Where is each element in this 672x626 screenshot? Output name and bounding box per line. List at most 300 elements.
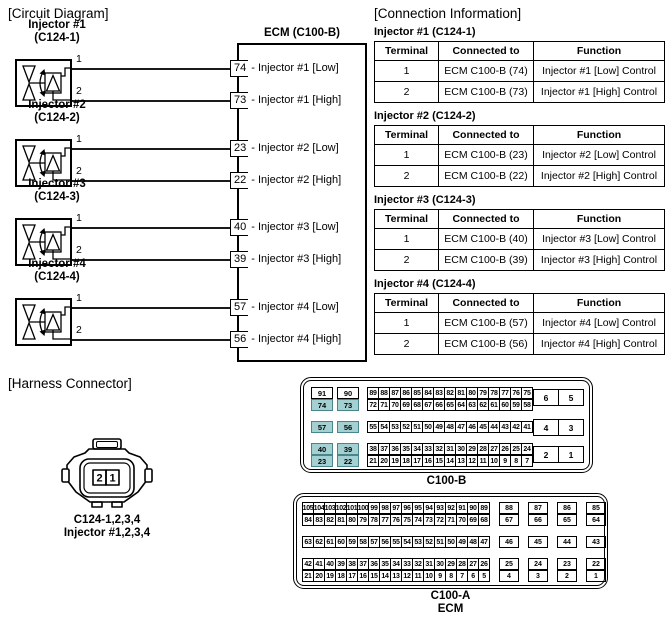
pin-cell-67: 67 — [422, 399, 434, 411]
pin-cell-44: 44 — [557, 536, 577, 548]
ecm-pin-number: 73 — [230, 92, 248, 109]
pin-cell-58: 58 — [521, 399, 533, 411]
c100b-right-pair — [533, 446, 584, 463]
pin-cell-9: 9 — [499, 455, 511, 467]
pin-cell-70: 70 — [456, 514, 468, 526]
column-header: Connected to — [439, 294, 534, 313]
pin-cell-82: 82 — [444, 387, 456, 399]
pin-cell-40: 40 — [311, 443, 333, 455]
pin-cell-78: 78 — [368, 514, 380, 526]
pin-cell-25: 25 — [499, 558, 519, 570]
pin-cell-62: 62 — [477, 399, 489, 411]
table-cell: ECM C100-B (73) — [439, 82, 534, 103]
pin-cell-102: 102 — [335, 502, 347, 514]
pin-cell-54: 54 — [401, 536, 413, 548]
pin-cell-19: 19 — [389, 455, 401, 467]
pin-cell-84: 84 — [302, 514, 314, 526]
pin-cell-51: 51 — [434, 536, 446, 548]
pin-cell-24: 24 — [521, 443, 533, 455]
table-header-row — [375, 126, 665, 145]
pin-cell-50: 50 — [422, 421, 434, 433]
table-cell: ECM C100-B (23) — [439, 145, 534, 166]
pin-cell-28: 28 — [456, 558, 468, 570]
harness-pin-1: 1 — [109, 472, 116, 485]
table-cell: Injector #1 [Low] Control — [534, 61, 665, 82]
column-header: Terminal — [375, 126, 439, 145]
harness-caption-code: C124-1,2,3,4 — [73, 514, 141, 526]
table-cell: Injector #3 [Low] Control — [534, 229, 665, 250]
pin-cell-78: 78 — [488, 387, 500, 399]
table-header-row — [375, 210, 665, 229]
pin-cell-71: 71 — [445, 514, 457, 526]
pin-cell-2: 2 — [557, 570, 577, 582]
pin-cell-44: 44 — [488, 421, 500, 433]
ecm-pin-number: 40 — [230, 219, 248, 236]
pin-cell-80: 80 — [466, 387, 478, 399]
injector-name-line: Injector #3 — [28, 178, 86, 190]
injector-name — [15, 258, 99, 284]
pin-cell-76: 76 — [510, 387, 522, 399]
table-row — [375, 250, 665, 271]
ecm-pin-number: 39 — [230, 251, 248, 268]
pin-cell-7: 7 — [521, 455, 533, 467]
pin-cell-34: 34 — [411, 443, 423, 455]
pin-cell-101: 101 — [346, 502, 358, 514]
pin-cell-8: 8 — [510, 455, 522, 467]
pin-cell-81: 81 — [455, 387, 467, 399]
connection-table-title: Injector #2 (C124-2) — [374, 110, 476, 122]
ecm-pin-73 — [230, 91, 341, 109]
pin-cell-5: 5 — [558, 389, 584, 406]
pin-cell-91: 91 — [456, 502, 468, 514]
pin-cell-86: 86 — [400, 387, 412, 399]
pin-cell-48: 48 — [444, 421, 456, 433]
table-row — [375, 313, 665, 334]
pin-cell-42: 42 — [302, 558, 314, 570]
pin-cell-69: 69 — [467, 514, 479, 526]
ecm-pin-number: 23 — [230, 140, 248, 157]
ecm-pin-label: - Injector #4 [High] — [251, 333, 342, 345]
connection-information-header: [Connection Information] — [374, 6, 522, 21]
pin-cell-3: 3 — [528, 570, 548, 582]
ecm-pin-label: - Injector #3 [Low] — [251, 221, 339, 233]
pin-cell-96: 96 — [401, 502, 413, 514]
pin-cell-99: 99 — [368, 502, 380, 514]
pin-cell-79: 79 — [477, 387, 489, 399]
ecm-pin-label: - Injector #3 [High] — [251, 253, 342, 265]
pin-cell-56: 56 — [337, 421, 359, 433]
pin-cell-56: 56 — [379, 536, 391, 548]
pin-cell-65: 65 — [557, 514, 577, 526]
pin-cell-7: 7 — [456, 570, 468, 582]
pin-cell-40: 40 — [324, 558, 336, 570]
pin-cell-61: 61 — [324, 536, 336, 548]
ecm-pin-57 — [230, 298, 339, 316]
table-cell: 1 — [375, 313, 439, 334]
pin-cell-36: 36 — [368, 558, 380, 570]
pin-cell-31: 31 — [444, 443, 456, 455]
pin-cell-9: 9 — [434, 570, 446, 582]
pin-cell-76: 76 — [390, 514, 402, 526]
c100b-right-pair — [533, 419, 584, 436]
connection-table-block — [374, 278, 665, 355]
table-cell: Injector #3 [High] Control — [534, 250, 665, 271]
terminal-2-label: 2 — [76, 324, 82, 336]
table-cell: 2 — [375, 166, 439, 187]
ecm-pin-number: 22 — [230, 172, 248, 189]
column-header: Terminal — [375, 294, 439, 313]
c100b-row — [311, 387, 533, 399]
pin-cell-15: 15 — [368, 570, 380, 582]
pin-cell-62: 62 — [313, 536, 325, 548]
pin-cell-61: 61 — [488, 399, 500, 411]
pin-cell-21: 21 — [302, 570, 314, 582]
table-cell: ECM C100-B (39) — [439, 250, 534, 271]
pin-cell-45: 45 — [528, 536, 548, 548]
pin-cell-94: 94 — [423, 502, 435, 514]
column-header: Function — [534, 42, 665, 61]
pin-cell-23: 23 — [557, 558, 577, 570]
table-cell: Injector #2 [High] Control — [534, 166, 665, 187]
connection-tables — [374, 26, 665, 362]
pin-cell-86: 86 — [557, 502, 577, 514]
pin-cell-17: 17 — [411, 455, 423, 467]
table-cell: 1 — [375, 145, 439, 166]
pin-cell-52: 52 — [400, 421, 412, 433]
table-header-row — [375, 42, 665, 61]
connection-table-title: Injector #3 (C124-3) — [374, 194, 476, 206]
pin-cell-88: 88 — [378, 387, 390, 399]
terminal-1-label: 1 — [76, 53, 82, 65]
pin-cell-14: 14 — [379, 570, 391, 582]
c100b-row — [311, 399, 533, 411]
column-header: Terminal — [375, 42, 439, 61]
circuit-diagram — [0, 0, 372, 372]
pin-cell-21: 21 — [367, 455, 379, 467]
pin-cell-47: 47 — [455, 421, 467, 433]
pin-cell-50: 50 — [445, 536, 457, 548]
pin-cell-74: 74 — [311, 399, 333, 411]
c100a-row — [302, 502, 606, 514]
ecm-pin-label: - Injector #1 [High] — [251, 94, 342, 106]
pin-cell-33: 33 — [401, 558, 413, 570]
terminal-2-label: 2 — [76, 244, 82, 256]
c100a-row — [302, 536, 606, 548]
ecm-pin-number: 74 — [230, 60, 248, 77]
pin-cell-48: 48 — [467, 536, 479, 548]
pin-cell-37: 37 — [378, 443, 390, 455]
connection-table-title: Injector #4 (C124-4) — [374, 278, 476, 290]
connector-c100a-sublabel: ECM — [437, 603, 464, 615]
pin-cell-46: 46 — [466, 421, 478, 433]
pin-cell-84: 84 — [422, 387, 434, 399]
pin-cell-98: 98 — [379, 502, 391, 514]
column-header: Connected to — [439, 210, 534, 229]
pin-cell-37: 37 — [357, 558, 369, 570]
terminal-1-label: 1 — [76, 133, 82, 145]
pin-cell-43: 43 — [499, 421, 511, 433]
table-row — [375, 166, 665, 187]
pin-cell-23: 23 — [311, 455, 333, 467]
pin-cell-57: 57 — [311, 421, 333, 433]
pin-cell-4: 4 — [499, 570, 519, 582]
pin-cell-22: 22 — [337, 455, 359, 467]
ecm-title: ECM (C100-B) — [263, 27, 341, 39]
c100a-row — [302, 570, 606, 582]
pin-cell-87: 87 — [528, 502, 548, 514]
pin-cell-25: 25 — [510, 443, 522, 455]
column-header: Terminal — [375, 210, 439, 229]
pin-cell-15: 15 — [433, 455, 445, 467]
ecm-pin-23 — [230, 139, 339, 157]
pin-cell-41: 41 — [313, 558, 325, 570]
connection-table — [374, 209, 665, 271]
pin-cell-49: 49 — [456, 536, 468, 548]
pin-cell-13: 13 — [390, 570, 402, 582]
pin-cell-1: 1 — [558, 446, 584, 463]
table-cell: Injector #4 [Low] Control — [534, 313, 665, 334]
table-cell: ECM C100-B (40) — [439, 229, 534, 250]
pin-cell-100: 100 — [357, 502, 369, 514]
table-cell: 1 — [375, 61, 439, 82]
pin-cell-1: 1 — [586, 570, 606, 582]
pin-cell-64: 64 — [586, 514, 606, 526]
pin-cell-85: 85 — [411, 387, 423, 399]
pin-cell-67: 67 — [499, 514, 519, 526]
connector-c100b-label: C100-B — [426, 475, 467, 487]
pin-cell-29: 29 — [466, 443, 478, 455]
ecm-pin-40 — [230, 218, 339, 236]
ecm-pin-number: 57 — [230, 299, 248, 316]
pin-cell-20: 20 — [313, 570, 325, 582]
pin-cell-83: 83 — [433, 387, 445, 399]
table-cell: ECM C100-B (22) — [439, 166, 534, 187]
connection-table — [374, 41, 665, 103]
pin-cell-85: 85 — [586, 502, 606, 514]
pin-cell-22: 22 — [586, 558, 606, 570]
pin-cell-55: 55 — [367, 421, 379, 433]
pin-cell-92: 92 — [445, 502, 457, 514]
column-header: Function — [534, 126, 665, 145]
pin-cell-27: 27 — [467, 558, 479, 570]
connection-table — [374, 293, 665, 355]
c100a-row — [302, 558, 606, 570]
pin-cell-51: 51 — [411, 421, 423, 433]
ecm-pin-label: - Injector #2 [Low] — [251, 142, 339, 154]
column-header: Function — [534, 294, 665, 313]
pin-cell-30: 30 — [434, 558, 446, 570]
connector-c100a-label: C100-A — [430, 590, 471, 602]
pin-cell-73: 73 — [337, 399, 359, 411]
pin-cell-52: 52 — [423, 536, 435, 548]
pin-cell-10: 10 — [488, 455, 500, 467]
ecm-pin-22 — [230, 171, 341, 189]
ecm-pin-56 — [230, 330, 341, 348]
pin-cell-87: 87 — [389, 387, 401, 399]
table-header-row — [375, 294, 665, 313]
pin-cell-75: 75 — [401, 514, 413, 526]
pin-cell-39: 39 — [335, 558, 347, 570]
pin-cell-12: 12 — [466, 455, 478, 467]
pin-cell-38: 38 — [346, 558, 358, 570]
ecm-pin-label: - Injector #1 [Low] — [251, 62, 339, 74]
pin-cell-27: 27 — [488, 443, 500, 455]
pin-cell-5: 5 — [478, 570, 490, 582]
pin-cell-29: 29 — [445, 558, 457, 570]
injector-code-line: (C124-4) — [34, 271, 80, 283]
c100b-row — [311, 421, 533, 433]
pin-cell-31: 31 — [423, 558, 435, 570]
injector-name — [15, 178, 99, 204]
ecm-pin-label: - Injector #2 [High] — [251, 174, 342, 186]
pin-cell-38: 38 — [367, 443, 379, 455]
pin-cell-53: 53 — [389, 421, 401, 433]
pin-cell-13: 13 — [455, 455, 467, 467]
pin-cell-11: 11 — [412, 570, 424, 582]
pin-cell-88: 88 — [499, 502, 519, 514]
connector-c100b — [300, 377, 593, 473]
connection-table — [374, 125, 665, 187]
pin-cell-12: 12 — [401, 570, 413, 582]
pin-cell-34: 34 — [390, 558, 402, 570]
connection-table-block — [374, 194, 665, 271]
pin-cell-68: 68 — [478, 514, 490, 526]
terminal-1-label: 1 — [76, 212, 82, 224]
pin-cell-70: 70 — [389, 399, 401, 411]
injector-code-line: (C124-2) — [34, 112, 80, 124]
table-cell: 2 — [375, 82, 439, 103]
injector-name-line: Injector #4 — [28, 258, 86, 270]
harness-pin-2: 2 — [96, 472, 103, 485]
pin-cell-30: 30 — [455, 443, 467, 455]
pin-cell-60: 60 — [335, 536, 347, 548]
table-cell: ECM C100-B (56) — [439, 334, 534, 355]
column-header: Connected to — [439, 42, 534, 61]
harness-connector-drawing — [60, 436, 154, 514]
table-cell: Injector #4 [High] Control — [534, 334, 665, 355]
circuit-diagram-header: [Circuit Diagram] — [8, 6, 109, 21]
harness-connector-header: [Harness Connector] — [8, 376, 132, 391]
pin-cell-24: 24 — [528, 558, 548, 570]
column-header: Function — [534, 210, 665, 229]
pin-cell-79: 79 — [357, 514, 369, 526]
connection-table-block — [374, 26, 665, 103]
pin-cell-17: 17 — [346, 570, 358, 582]
pin-cell-81: 81 — [335, 514, 347, 526]
table-cell: Injector #2 [Low] Control — [534, 145, 665, 166]
c100b-row — [311, 455, 533, 467]
pin-cell-93: 93 — [434, 502, 446, 514]
pin-cell-8: 8 — [445, 570, 457, 582]
pin-cell-66: 66 — [528, 514, 548, 526]
pin-cell-90: 90 — [467, 502, 479, 514]
pin-cell-53: 53 — [412, 536, 424, 548]
pin-cell-69: 69 — [400, 399, 412, 411]
pin-cell-95: 95 — [412, 502, 424, 514]
pin-cell-16: 16 — [422, 455, 434, 467]
pin-cell-18: 18 — [335, 570, 347, 582]
harness-connector-figure — [60, 436, 154, 514]
pin-cell-75: 75 — [521, 387, 533, 399]
c100b-row — [311, 443, 533, 455]
c100a-row — [302, 514, 606, 526]
ecm-pin-number: 56 — [230, 331, 248, 348]
pin-cell-58: 58 — [357, 536, 369, 548]
pin-cell-43: 43 — [586, 536, 606, 548]
injector-name-line: Injector #2 — [28, 99, 86, 111]
pin-cell-63: 63 — [302, 536, 314, 548]
pin-cell-72: 72 — [434, 514, 446, 526]
table-cell: 1 — [375, 229, 439, 250]
terminal-2-label: 2 — [76, 165, 82, 177]
terminal-2-label: 2 — [76, 85, 82, 97]
pin-cell-77: 77 — [379, 514, 391, 526]
pin-cell-55: 55 — [390, 536, 402, 548]
pin-cell-57: 57 — [368, 536, 380, 548]
pin-cell-28: 28 — [477, 443, 489, 455]
table-row — [375, 61, 665, 82]
pin-cell-35: 35 — [379, 558, 391, 570]
pin-cell-36: 36 — [389, 443, 401, 455]
pin-cell-39: 39 — [337, 443, 359, 455]
pin-cell-26: 26 — [478, 558, 490, 570]
c100b-right-pair — [533, 389, 584, 406]
pin-cell-11: 11 — [477, 455, 489, 467]
pin-cell-2: 2 — [533, 446, 559, 463]
pin-cell-83: 83 — [313, 514, 325, 526]
pin-cell-16: 16 — [357, 570, 369, 582]
table-row — [375, 145, 665, 166]
pin-cell-41: 41 — [521, 421, 533, 433]
terminal-1-label: 1 — [76, 292, 82, 304]
pin-cell-3: 3 — [558, 419, 584, 436]
pin-cell-90: 90 — [337, 387, 359, 399]
injector-name — [15, 19, 99, 45]
pin-cell-68: 68 — [411, 399, 423, 411]
pin-cell-14: 14 — [444, 455, 456, 467]
pin-cell-35: 35 — [400, 443, 412, 455]
pin-cell-47: 47 — [478, 536, 490, 548]
injector-box — [15, 298, 72, 346]
pin-cell-18: 18 — [400, 455, 412, 467]
pin-cell-46: 46 — [499, 536, 519, 548]
pin-cell-73: 73 — [423, 514, 435, 526]
injector-code-line: (C124-3) — [34, 191, 80, 203]
pin-cell-77: 77 — [499, 387, 511, 399]
pin-cell-6: 6 — [533, 389, 559, 406]
pin-cell-63: 63 — [466, 399, 478, 411]
table-cell: 2 — [375, 250, 439, 271]
pin-cell-49: 49 — [433, 421, 445, 433]
table-cell: Injector #1 [High] Control — [534, 82, 665, 103]
pin-cell-32: 32 — [433, 443, 445, 455]
pin-cell-64: 64 — [455, 399, 467, 411]
pin-cell-71: 71 — [378, 399, 390, 411]
injector-name-line: Injector #1 — [28, 19, 86, 31]
pin-cell-103: 103 — [324, 502, 336, 514]
table-row — [375, 229, 665, 250]
column-header: Connected to — [439, 126, 534, 145]
connector-c100a — [293, 493, 608, 589]
pin-cell-91: 91 — [311, 387, 333, 399]
pin-cell-104: 104 — [313, 502, 325, 514]
table-cell: ECM C100-B (57) — [439, 313, 534, 334]
pin-cell-32: 32 — [412, 558, 424, 570]
pin-cell-65: 65 — [444, 399, 456, 411]
connection-table-block — [374, 110, 665, 187]
pin-cell-59: 59 — [510, 399, 522, 411]
pin-cell-105: 105 — [302, 502, 314, 514]
